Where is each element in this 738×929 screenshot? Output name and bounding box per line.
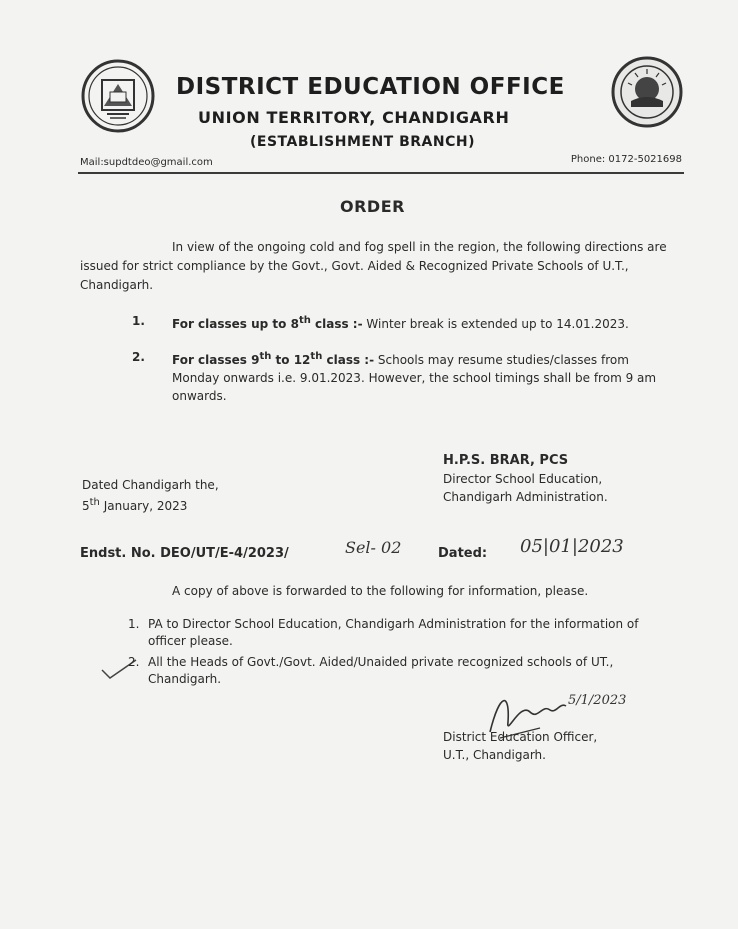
signatory-block	[443, 452, 608, 506]
signatory-name: H.P.S. BRAR, PCS	[443, 453, 569, 468]
copy-list-item	[128, 616, 680, 650]
date-day: 5	[82, 499, 90, 513]
office-title: DISTRICT EDUCATION OFFICE	[176, 74, 565, 100]
dated-place: Dated Chandigarh the,	[82, 478, 219, 492]
item-bold-text: to 12	[271, 353, 311, 367]
dated-block	[82, 476, 219, 515]
header-divider	[78, 172, 684, 174]
copy-item-number: 2.	[128, 655, 140, 669]
item-text: Winter break is extended up to 14.01.2023.	[362, 317, 629, 331]
chandigarh-emblem-icon	[80, 58, 156, 134]
officer-designation: District Education Officer,	[443, 730, 598, 744]
item-text: Schools may resume studies/classes from Monday onwards i.e. 9.01.2023. However, the school timings shall be from 9 am onwards.	[172, 353, 657, 403]
order-item	[132, 312, 680, 333]
item-bold-text: class :-	[310, 317, 363, 331]
officer-location: U.T., Chandigarh.	[443, 748, 546, 762]
superscript: th	[298, 315, 311, 326]
item-bold-text: For classes 9	[172, 353, 260, 367]
order-intro	[80, 238, 680, 295]
education-seal-icon	[610, 55, 684, 129]
handwritten-endorsement-number: Sel- 02	[345, 538, 402, 557]
order-intro-text: In view of the ongoing cold and fog spell in the region, the following directions are issued for strict compliance by the Govt., Govt. Aided & Recognized Private Schools of U.T., Chandigarh.	[80, 240, 667, 292]
superscript: th	[89, 497, 100, 508]
superscript: th	[259, 351, 272, 362]
item-number: 2.	[132, 350, 145, 364]
copy-item-number: 1.	[128, 617, 140, 631]
endorsement-dated-label: Dated:	[438, 546, 488, 561]
signatory-designation: Director School Education,	[443, 472, 603, 486]
date-month-year: January, 2023	[99, 499, 188, 513]
endorsement-number-label: Endst. No. DEO/UT/E-4/2023/	[80, 546, 289, 561]
copy-forward-body: A copy of above is forwarded to the following for information, please.	[172, 584, 589, 598]
office-subtitle: UNION TERRITORY, CHANDIGARH	[198, 108, 510, 127]
phone-number: Phone: 0172-5021698	[570, 154, 682, 165]
signatory-department: Chandigarh Administration.	[443, 490, 608, 504]
copy-item-text: All the Heads of Govt./Govt. Aided/Unaided private recognized schools of UT., Chandigarh.	[148, 655, 614, 686]
superscript: th	[310, 351, 323, 362]
copy-forward-text	[80, 582, 680, 601]
dated-date	[82, 494, 219, 515]
order-heading: ORDER	[340, 197, 405, 216]
handwritten-endorsement-date: 05|01|2023	[520, 536, 624, 557]
officer-signatory-block	[443, 728, 597, 764]
copy-item-text: PA to Director School Education, Chandigarh Administration for the information of officer please.	[148, 617, 639, 648]
handwritten-signature-date: 5/1/2023	[568, 693, 627, 708]
item-bold-text: class :-	[322, 353, 375, 367]
email-address: Mail:supdtdeo@gmail.com	[80, 157, 213, 168]
item-bold-text: For classes up to 8	[172, 317, 299, 331]
branch-name: (ESTABLISHMENT BRANCH)	[250, 134, 475, 150]
item-number: 1.	[132, 314, 145, 328]
order-item	[132, 348, 680, 405]
